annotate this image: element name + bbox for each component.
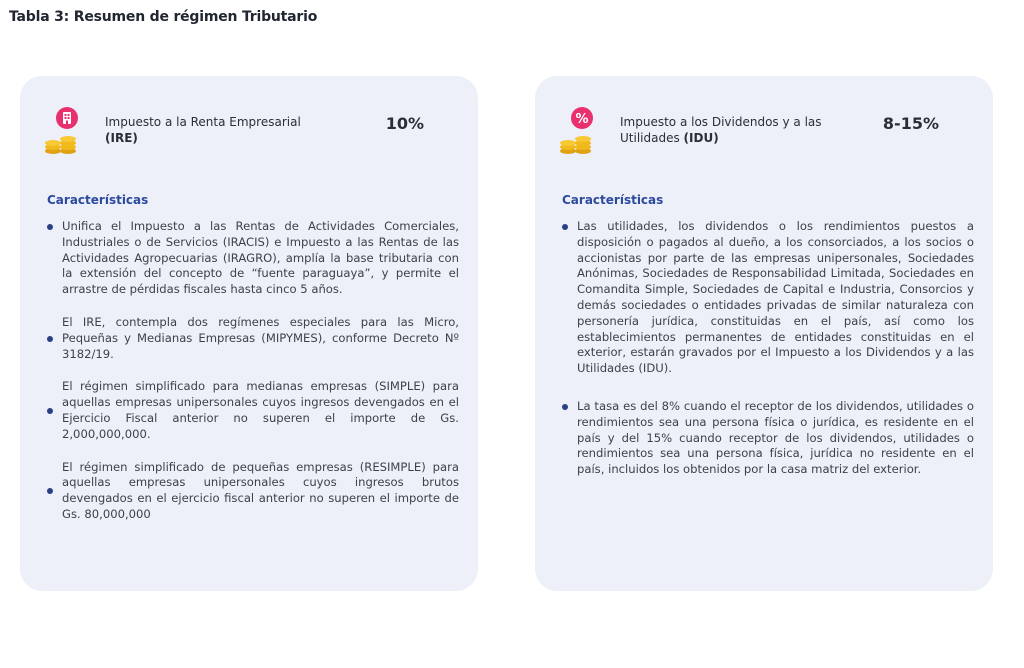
building-coins-icon (44, 106, 82, 156)
list-item (561, 399, 974, 478)
bullet-icon (47, 488, 53, 494)
bullet-icon (47, 408, 53, 414)
characteristics-list (46, 219, 459, 540)
list-item (46, 219, 459, 298)
bullet-icon (562, 404, 568, 410)
list-item-text: El régimen simplificado para medianas empresas (SIMPLE) para aquellas empresas unipersonales cuyos ingresos devengados en el Ejercicio Fiscal anterior no superen el importe de Gs. 2,000,000,000. (62, 379, 459, 441)
list-item (46, 379, 459, 442)
svg-text:%: % (575, 112, 589, 127)
page-title: Tabla 3: Resumen de régimen Tributario (9, 9, 318, 25)
list-item (46, 315, 459, 362)
list-item-text: El IRE, contempla dos regímenes especiales para las Micro, Pequeñas y Medianas Empresas (MIPYMES), conforme Decreto Nº 3182/19. (62, 314, 459, 361)
tax-card-ire (20, 76, 478, 591)
tax-abbr: (IRE) (105, 131, 138, 145)
card-header (559, 106, 969, 156)
bullet-icon (562, 224, 568, 230)
list-item-text: La tasa es del 8% cuando el receptor de los dividendos, utilidades o rendimientos sea una persona física o jurídica, es residente en el país y del 15% cuando receptor de los dividendos, utilidades o rendimientos sea una persona física, jurídica no residente en el país, incluidos los obtenidos por la casa matriz del exterior. (577, 398, 974, 477)
bullet-icon (47, 224, 53, 230)
characteristics-list (561, 219, 974, 495)
tax-card-idu (535, 76, 993, 591)
percent-coins-icon (559, 106, 597, 156)
card-header (44, 106, 454, 156)
tax-name-text: Impuesto a los Dividendos y a las Utilidades (620, 115, 822, 145)
section-title: Características (562, 193, 664, 207)
tax-name (105, 114, 330, 146)
list-item-text: El régimen simplificado de pequeñas empresas (RESIMPLE) para aquellas empresas unipersonales cuyos ingresos brutos devengados en el ejercicio fiscal anterior no superen el importe de Gs. 80,000,000 (62, 459, 459, 521)
tax-name (620, 114, 845, 146)
tax-rate: 8-15% (882, 114, 939, 133)
section-title: Características (47, 193, 149, 207)
list-item-text: Las utilidades, los dividendos o los rendimientos puestos a disposición o pagados al dueño, a los consorciados, a los socios o accionistas por parte de las empresas unipersonales, Sociedades Anónimas, Sociedades de Responsabilidad Limitada, Sociedades en Comandita Simple, Sociedades de Capital e Industria, Consorcios y demás sociedades o entidades privadas de similar naturaleza con personería jurídica, constituidas en el país, así como los establecimientos permanentes de entidades constituidas en el exterior, estarán gravados por el Impuesto a los Dividendos y a las Utilidades (IDU). (577, 219, 974, 376)
tax-name-text: Impuesto a la Renta Empresarial (105, 115, 301, 129)
list-item (46, 460, 459, 523)
tax-rate: 10% (385, 114, 424, 133)
tax-abbr: (IDU) (683, 131, 719, 145)
list-item (561, 219, 974, 377)
bullet-icon (47, 336, 53, 342)
list-item-text: Unifica el Impuesto a las Rentas de Actividades Comerciales, Industriales o de Servicios (IRACIS) e Impuesto a las Rentas de las Actividades Agropecuarias (IRAGRO), amplía la base tributaria con la extensión del concepto de “fuente paraguaya”, y permite el arrastre de pérdidas fiscales hasta cinco 5 años. (62, 219, 459, 297)
